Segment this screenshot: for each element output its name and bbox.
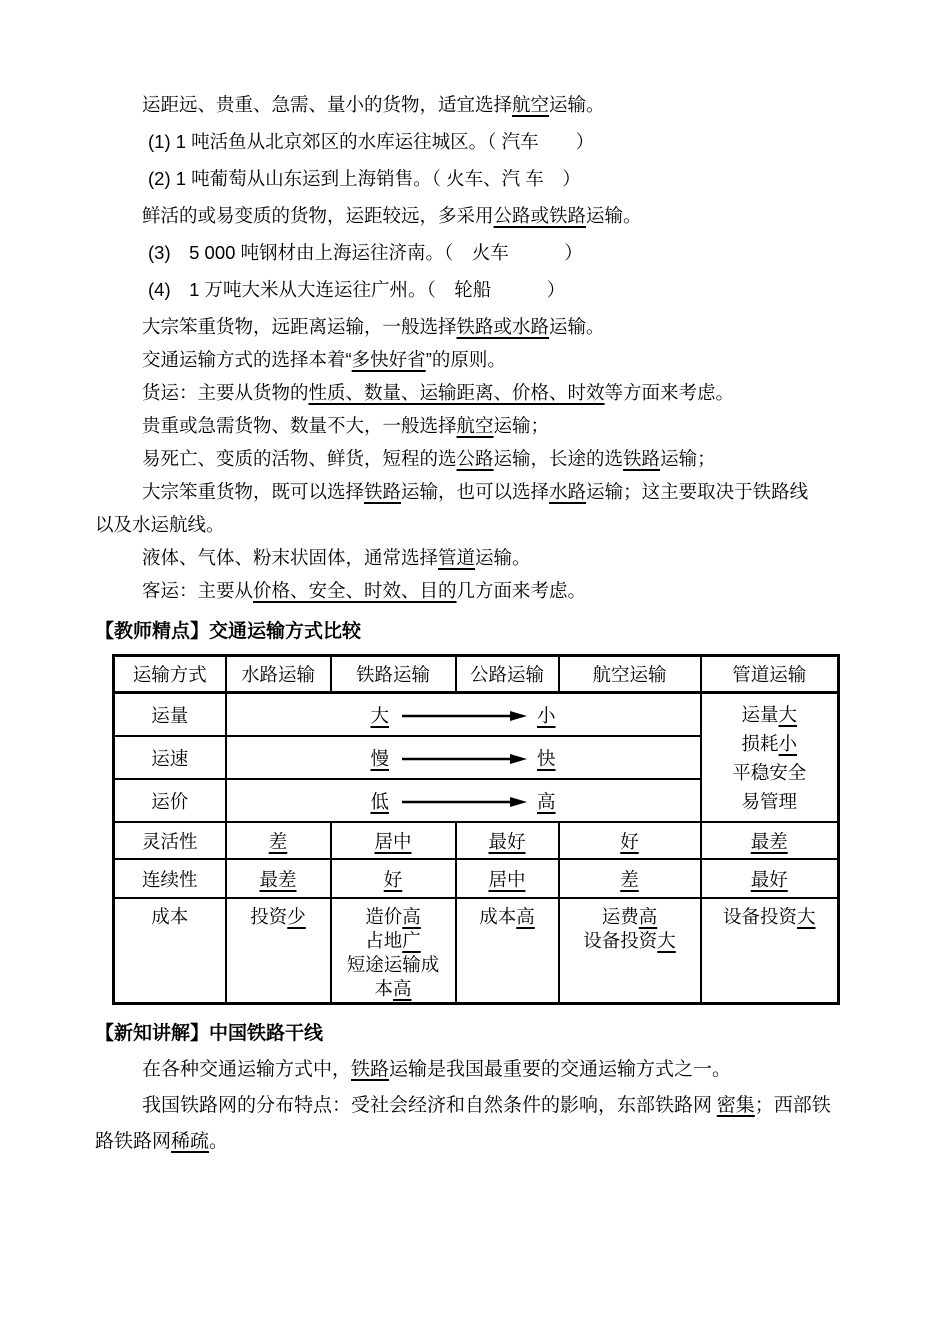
exercise-item-4: (4) 1 万吨大米从大连运往广州。（ 轮船 ） — [148, 279, 566, 300]
body-paragraph: 大宗笨重货物，远距离运输，一般选择铁路或水路运输。 — [142, 316, 605, 337]
attribute-cell: 好 — [559, 822, 701, 859]
attribute-cell: 最差 — [701, 822, 839, 859]
row-label-cell: 运量 — [114, 693, 226, 737]
scale-to-label: 快 — [537, 747, 556, 769]
attribute-cell: 造价高 占地广 短途运输成 本高 — [331, 898, 456, 1004]
table-row-cost — [114, 898, 839, 1004]
row-label-cell: 灵活性 — [114, 822, 226, 859]
arrow-right-icon — [401, 710, 527, 722]
table-row-flexibility — [114, 822, 839, 859]
attribute-cell: 居中 — [456, 859, 559, 898]
body-paragraph: 贵重或急需货物、数量不大，一般选择航空运输； — [142, 415, 550, 436]
header-cell-road: 公路运输 — [456, 656, 559, 693]
header-cell-pipeline: 管道运输 — [701, 656, 839, 693]
attribute-cell: 最好 — [701, 859, 839, 898]
scale-cell-volume — [226, 693, 701, 737]
header-cell-water: 水路运输 — [226, 656, 331, 693]
exercise-item-3: (3) 5 000 吨钢材由上海运往济南。（ 火车 ） — [148, 242, 583, 263]
attribute-cell: 差 — [559, 859, 701, 898]
closing-section — [95, 1052, 855, 1160]
attribute-cell: 居中 — [331, 822, 456, 859]
body-paragraph: 客运：主要从价格、安全、时效、目的几方面来考虑。 — [142, 580, 587, 601]
body-paragraph: 交通运输方式的选择本着“多快好省”的原则。 — [142, 349, 506, 370]
section-heading-teacher-highlights: 【教师精点】交通运输方式比较 — [95, 621, 362, 642]
scale-cell-speed — [226, 736, 701, 779]
row-label-cell: 连续性 — [114, 859, 226, 898]
attribute-cell: 最差 — [226, 859, 331, 898]
closing-paragraph: 在各种交通运输方式中，铁路运输是我国最重要的交通运输方式之一。 — [142, 1059, 732, 1080]
exercise-item-1: (1) 1 吨活鱼从北京郊区的水库运往城区。（ 汽车 ） — [148, 131, 595, 152]
arrow-right-icon — [401, 796, 527, 808]
body-paragraph: 易死亡、变质的活物、鲜货，短程的选公路运输，长途的选铁路运输； — [142, 448, 716, 469]
attribute-cell: 运费高 设备投资大 — [559, 898, 701, 1004]
body-paragraph: 运距远、贵重、急需、量小的货物，适宜选择航空运输。 — [142, 94, 605, 115]
attribute-cell: 设备投资大 — [701, 898, 839, 1004]
body-paragraph: 鲜活的或易变质的货物，运距较远，多采用公路或铁路运输。 — [142, 205, 642, 226]
table-header-row — [114, 656, 839, 693]
scale-from-label: 大 — [370, 704, 389, 726]
scale-to-label: 小 — [537, 704, 556, 726]
scale-from-label: 低 — [370, 790, 389, 812]
table-row-volume — [114, 693, 839, 737]
attribute-cell: 投资少 — [226, 898, 331, 1004]
row-label-cell: 运价 — [114, 779, 226, 822]
exercise-item-2: (2) 1 吨葡萄从山东运到上海销售。（ 火车、汽 车 ） — [148, 168, 581, 189]
attribute-cell: 成本高 — [456, 898, 559, 1004]
attribute-cell: 最好 — [456, 822, 559, 859]
body-paragraph: 大宗笨重货物，既可以选择铁路运输，也可以选择水路运输；这主要取决于铁路线 以及水运航线。 — [95, 481, 809, 535]
header-cell-air: 航空运输 — [559, 656, 701, 693]
transport-comparison-table — [112, 654, 840, 1005]
header-cell-mode: 运输方式 — [114, 656, 226, 693]
scale-to-label: 高 — [537, 790, 556, 812]
closing-paragraph: 我国铁路网的分布特点：受社会经济和自然条件的影响，东部铁路网 密集；西部铁 路铁路网稀疏。 — [95, 1095, 831, 1152]
attribute-cell: 好 — [331, 859, 456, 898]
scale-from-label: 慢 — [370, 747, 389, 769]
arrow-right-icon — [401, 753, 527, 765]
row-label-cell: 成本 — [114, 898, 226, 1004]
body-paragraph: 货运：主要从货物的性质、数量、运输距离、价格、时效等方面来考虑。 — [142, 382, 735, 403]
scale-cell-price — [226, 779, 701, 822]
section-heading-new-knowledge: 【新知讲解】中国铁路干线 — [95, 1023, 324, 1044]
pipeline-summary-cell: 运量大 损耗小 平稳安全 易管理 — [701, 693, 839, 823]
attribute-cell: 差 — [226, 822, 331, 859]
body-paragraph: 液体、气体、粉末状固体，通常选择管道运输。 — [142, 547, 531, 568]
row-label-cell: 运速 — [114, 736, 226, 779]
table-row-continuity — [114, 859, 839, 898]
header-cell-rail: 铁路运输 — [331, 656, 456, 693]
